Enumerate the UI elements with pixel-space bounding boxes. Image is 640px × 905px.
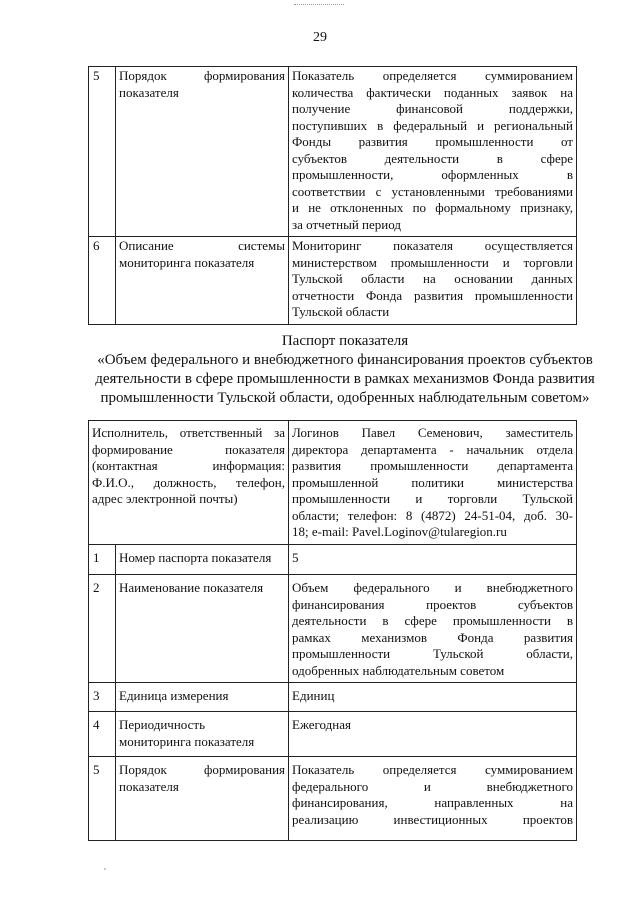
row-value bbox=[289, 575, 577, 683]
subtitle-line: «Объем федерального и внебюджетного финансирования проектов субъектов bbox=[97, 352, 593, 368]
row-label bbox=[116, 757, 289, 841]
row-value bbox=[289, 545, 577, 575]
label-line: Единица измерения bbox=[119, 688, 229, 703]
row-number: 2 bbox=[89, 575, 116, 683]
value-line: субъектов деятельности в сфере bbox=[292, 150, 573, 166]
row-value bbox=[289, 712, 577, 757]
executor-value bbox=[289, 421, 577, 545]
value-line: Логинов Павел Семенович, заместитель bbox=[292, 425, 574, 440]
row-number: 5 bbox=[89, 757, 116, 841]
scan-mark bbox=[294, 4, 344, 8]
label-line: показателя bbox=[119, 778, 179, 794]
value-line: области; телефон: 8 (4872) 24-51-04, доб. 30- bbox=[292, 507, 574, 523]
value-line: развития промышленности департамента bbox=[292, 458, 574, 473]
row-label bbox=[116, 683, 289, 712]
value-line: федерального и внебюджетного bbox=[292, 778, 574, 794]
value-line: количества фактически поданных заявок на bbox=[292, 84, 573, 100]
label-line: Номер паспорта показателя bbox=[119, 550, 272, 565]
value-line: промышленности Тульской области, bbox=[292, 646, 574, 661]
value-line: промышленной политики министерства bbox=[292, 474, 574, 490]
value-line: соответствии с установленными требованиями bbox=[292, 183, 573, 199]
value-line: поступивших в федеральный и региональный bbox=[292, 117, 573, 133]
value-line: деятельности в сфере промышленности в bbox=[292, 613, 574, 628]
row-value bbox=[289, 683, 577, 712]
value-line: Показатель определяется суммированием bbox=[292, 762, 574, 777]
value-line: 5 bbox=[292, 550, 299, 565]
value-line: промышленности и торговли Тульской bbox=[292, 491, 574, 506]
scan-speck bbox=[104, 868, 106, 870]
row-number: 3 bbox=[89, 683, 116, 712]
value-line: финансирования, направленных на bbox=[292, 795, 574, 810]
label-line: Периодичность bbox=[119, 717, 206, 732]
table-row bbox=[89, 683, 577, 712]
value-line: 18; e-mail: Pavel.Loginov@tularegion.ru bbox=[292, 524, 507, 539]
executor-label bbox=[89, 421, 289, 545]
value-line: директора департамента - начальник отдела bbox=[292, 441, 574, 457]
table-row bbox=[89, 67, 577, 237]
row-label bbox=[116, 575, 289, 683]
value-line: Тульской области на основании данных bbox=[292, 271, 573, 286]
row-value bbox=[289, 237, 577, 325]
value-line: Фонды развития промышленности от bbox=[292, 134, 573, 149]
passport-table bbox=[88, 420, 577, 841]
table-row bbox=[89, 757, 577, 841]
label-line: Порядок формирования bbox=[119, 762, 286, 777]
value-line: Мониторинг показателя осуществляется bbox=[292, 238, 573, 253]
passport-subtitle bbox=[60, 351, 630, 408]
value-line: Ежегодная bbox=[292, 717, 351, 732]
row-value bbox=[289, 757, 577, 841]
row-label bbox=[116, 545, 289, 575]
label-line: формирование показателя bbox=[92, 441, 286, 457]
value-line: промышленности, оформленных в bbox=[292, 167, 573, 182]
value-line: Показатель определяется суммированием bbox=[292, 68, 573, 83]
value-line: рамках механизмов Фонда развития bbox=[292, 629, 574, 645]
value-line: финансирования проектов субъектов bbox=[292, 596, 574, 612]
subtitle-line: деятельности в сфере промышленности в рамках механизмов Фонда развития bbox=[95, 371, 595, 387]
value-line: реализацию инвестиционных проектов bbox=[292, 811, 574, 827]
table-row bbox=[89, 545, 577, 575]
value-line: и не отклоненных по формальному признаку, bbox=[292, 200, 573, 215]
label-line: Исполнитель, ответственный за bbox=[92, 425, 286, 440]
row-value bbox=[289, 67, 577, 237]
subtitle-line: промышленности Тульской области, одобренных наблюдательным советом» bbox=[100, 390, 590, 406]
table-row bbox=[89, 712, 577, 757]
value-line: Объем федерального и внебюджетного bbox=[292, 580, 574, 595]
row-number: 1 bbox=[89, 545, 116, 575]
page-number: 29 bbox=[313, 30, 327, 45]
value-line: Единиц bbox=[292, 688, 335, 703]
executor-row bbox=[89, 421, 577, 545]
row-number: 4 bbox=[89, 712, 116, 757]
table-row bbox=[89, 237, 577, 325]
passport-heading: Паспорт показателя bbox=[281, 333, 409, 349]
label-line: Порядок формирования bbox=[119, 68, 285, 83]
indicator-table-continued bbox=[88, 66, 577, 325]
value-line: Тульской области bbox=[292, 304, 390, 319]
label-line: показателя bbox=[119, 84, 179, 100]
label-line: мониторинга показателя bbox=[119, 733, 255, 749]
label-line: Наименование показателя bbox=[119, 580, 264, 595]
label-line: Ф.И.О., должность, телефон, bbox=[92, 474, 286, 490]
value-line: отчетности Фонда развития промышленности bbox=[292, 287, 573, 303]
value-line: министерством промышленности и торговли bbox=[292, 254, 573, 270]
value-line: за отчетный период bbox=[292, 216, 401, 232]
row-number: 6 bbox=[89, 237, 116, 325]
label-line: адрес электронной почты) bbox=[92, 491, 238, 506]
row-label bbox=[116, 237, 289, 325]
row-number: 5 bbox=[89, 67, 116, 237]
table-row bbox=[89, 575, 577, 683]
value-line: одобренных наблюдательным советом bbox=[292, 662, 505, 678]
row-label bbox=[116, 712, 289, 757]
value-line: получение финансовой поддержки, bbox=[292, 101, 573, 116]
label-line: Описание системы bbox=[119, 238, 285, 253]
label-line: (контактная информация: bbox=[92, 458, 286, 473]
row-label bbox=[116, 67, 289, 237]
label-line: мониторинга показателя bbox=[119, 254, 255, 270]
